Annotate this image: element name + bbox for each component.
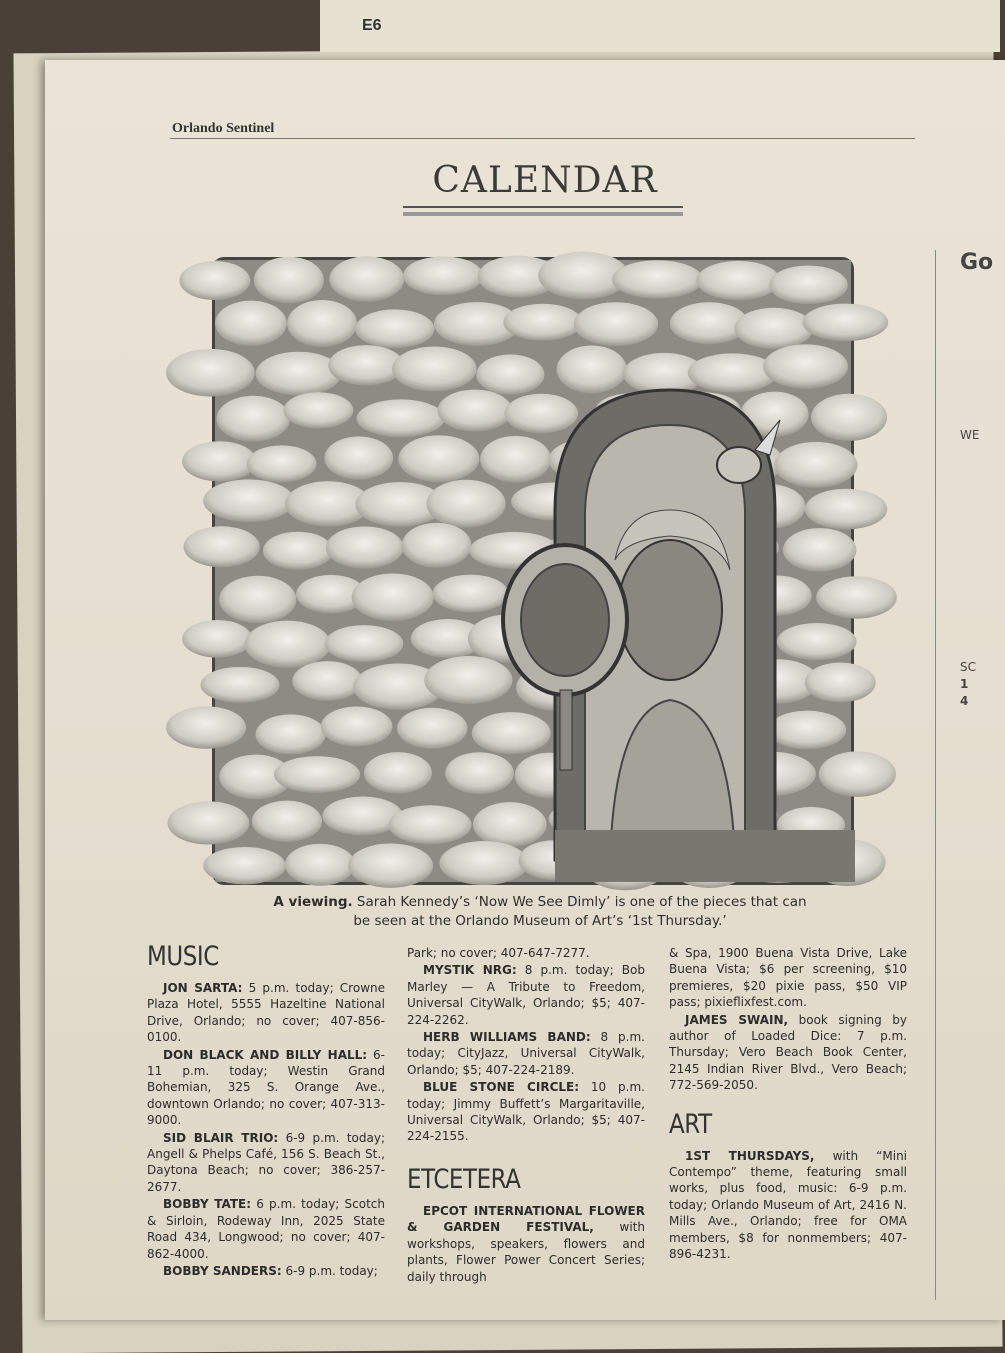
column-3 xyxy=(669,945,907,1264)
cloud xyxy=(476,354,544,394)
cloud xyxy=(183,526,259,567)
fragment-text: Go xyxy=(960,250,994,275)
top-sheet-edge xyxy=(320,0,1000,52)
cloud xyxy=(352,573,434,621)
cloud xyxy=(802,304,888,342)
entry-text: 8 p.m. today; CityJazz, Universal CityWalk, Orlando; $5; 407-224-2189. xyxy=(407,1030,645,1077)
art-entries xyxy=(669,1148,907,1263)
entry-name: MYSTIK NRG: xyxy=(423,963,517,978)
entry-text: 10 p.m. today; Jimmy Buffett’s Margaritaville, Universal CityWalk, Orlando; $5; 407-224-2155. xyxy=(407,1080,645,1144)
section-title: CALENDAR xyxy=(432,160,658,201)
woman-face xyxy=(618,540,722,680)
title-rule-thick xyxy=(403,212,683,216)
cloud xyxy=(480,436,551,483)
adjacent-page-strip xyxy=(935,240,994,1303)
cloud xyxy=(433,575,509,613)
entry-name: BLUE STONE CIRCLE: xyxy=(423,1080,580,1095)
entry-text: 5 p.m. today; Crowne Plaza Hotel, 5555 Hazeltine National Drive, Orlando; no cover; 407-856-0100. xyxy=(147,981,385,1045)
cloud xyxy=(326,526,404,568)
cloud xyxy=(364,752,432,793)
cloud xyxy=(557,345,627,393)
fragment-text: 1 xyxy=(960,677,969,691)
cloud xyxy=(805,662,876,702)
cloud xyxy=(473,802,547,847)
etcetera-entries xyxy=(407,1203,645,1285)
cloud xyxy=(398,435,479,482)
fragment-text: WE xyxy=(960,428,980,442)
column-2 xyxy=(407,945,645,1286)
caption-lead: A viewing. xyxy=(273,894,353,910)
cloud xyxy=(263,532,333,570)
cloud xyxy=(426,480,505,528)
caption-text: Sarah Kennedy’s ‘Now We See Dimly’ is one of the pieces that can be seen at the Orlando Museum of Art’s ‘1st Thursday.’ xyxy=(353,894,807,929)
cloud xyxy=(777,623,857,660)
masthead: Orlando Sentinel xyxy=(172,121,275,136)
cloud xyxy=(328,345,404,385)
entry-name: EPCOT INTERNATIONAL FLOWER & GARDEN FESTIVAL, xyxy=(407,1203,645,1235)
cloud xyxy=(216,396,290,442)
cloud xyxy=(203,847,286,884)
cloud xyxy=(424,656,512,704)
entry-text: with “Mini Contempo” theme, featuring small works, plus food, music: 6-9 p.m. today; Orlando Museum of Art, 2416 N. Mills Ave., Orlando; free for OMA members, $8 for nonmembers; 407-896-4231. xyxy=(669,1148,908,1262)
cloud xyxy=(255,714,325,754)
column-rule xyxy=(935,250,936,1300)
cloud xyxy=(355,309,434,348)
cloud xyxy=(816,576,897,618)
cloud xyxy=(287,300,357,347)
art-heading: ART xyxy=(669,1108,712,1140)
cloud xyxy=(292,661,362,701)
entry-name: BOBBY SANDERS: xyxy=(163,1263,282,1278)
painting-svg xyxy=(215,260,851,882)
cloud xyxy=(215,301,287,346)
cloud xyxy=(254,257,324,304)
cloud xyxy=(403,256,483,295)
cloud xyxy=(182,620,252,658)
title-rule xyxy=(403,206,683,208)
list-item xyxy=(407,1079,645,1145)
cloud xyxy=(245,621,331,668)
cloud xyxy=(252,801,322,842)
music-entries xyxy=(147,980,385,1279)
entry-name: JAMES SWAIN, xyxy=(685,1012,789,1027)
cloud xyxy=(283,392,353,428)
cloud xyxy=(768,711,846,750)
mirror-handle xyxy=(560,690,572,770)
list-item xyxy=(147,1196,385,1262)
cloud xyxy=(182,441,256,481)
entry-text: 8 p.m. today; Bob Marley — A Tribute to Freedom, Universal CityWalk, Orlando; $5; 407-224-2262. xyxy=(407,963,645,1027)
cloud xyxy=(819,751,896,796)
cloud xyxy=(179,261,250,300)
cloud xyxy=(247,445,317,482)
list-item xyxy=(669,1012,907,1094)
cloud xyxy=(503,304,582,341)
list-item xyxy=(407,1029,645,1078)
cloud xyxy=(763,344,848,388)
cloud xyxy=(783,528,857,572)
etcetera-entries-2 xyxy=(669,1012,907,1094)
etcetera-heading: ETCETERA xyxy=(407,1163,521,1195)
entry-text: 6-9 p.m. today; xyxy=(281,1263,378,1278)
entry-name: BOBBY TATE: xyxy=(163,1197,252,1212)
list-item xyxy=(669,1148,907,1263)
cloud xyxy=(166,349,255,397)
cloud xyxy=(166,706,246,748)
cloud xyxy=(256,352,342,396)
cloud xyxy=(325,625,404,662)
cloud xyxy=(774,442,857,488)
fragment-text: SC xyxy=(960,660,976,674)
list-item xyxy=(147,1263,385,1279)
cloud xyxy=(274,756,360,793)
cloud xyxy=(445,752,514,794)
cloud xyxy=(168,801,250,844)
list-item xyxy=(407,1203,645,1285)
cloud xyxy=(439,841,528,885)
cloud xyxy=(285,844,355,886)
cloud xyxy=(402,523,471,568)
cloud xyxy=(203,479,294,522)
cloud xyxy=(612,260,703,298)
entry-text: 6-9 p.m. today; Angell & Phelps Café, 156 S. Beach St., Daytona Beach; no cover; 386-257-2677. xyxy=(147,1130,385,1194)
music-entries-2 xyxy=(407,962,645,1144)
list-item xyxy=(407,962,645,1028)
photo-caption xyxy=(270,893,810,931)
list-item: & Spa, 1900 Buena Vista Drive, Lake Buena Vista; $6 per screening, $10 premieres, $20 pixie pass, $50 VIP pass; pixieflixfest.com. xyxy=(669,946,907,1010)
list-item: Park; no cover; 407-647-7277. xyxy=(407,946,590,960)
masthead-rule xyxy=(170,138,915,139)
cloud xyxy=(805,489,887,530)
cloud xyxy=(219,576,296,623)
entry-name: HERB WILLIAMS BAND: xyxy=(423,1030,591,1045)
cloud xyxy=(397,708,467,749)
entry-name: JON SARTA: xyxy=(163,981,243,995)
painting-image xyxy=(212,257,854,885)
cloud xyxy=(348,843,433,887)
window-sill xyxy=(555,830,855,882)
cloud xyxy=(769,265,848,304)
entry-name: 1ST THURSDAYS, xyxy=(685,1148,815,1163)
mirror-glass xyxy=(521,564,609,676)
cloud xyxy=(438,390,513,432)
cloud xyxy=(392,347,476,392)
cloud xyxy=(389,805,472,844)
cloud xyxy=(734,308,813,349)
entry-name: DON BLACK AND BILLY HALL: xyxy=(163,1047,368,1062)
cloud xyxy=(574,302,658,346)
cloud xyxy=(357,399,445,437)
entry-text: book signing by author of Loaded Dice: 7 p.m. Thursday; Vero Beach Book Center, 2145 Indian River Blvd., Vero Beach; 772-569-2050. xyxy=(669,1012,907,1093)
list-item xyxy=(147,1047,385,1129)
entry-name: SID BLAIR TRIO: xyxy=(163,1130,279,1145)
cloud xyxy=(201,667,280,703)
cloud xyxy=(696,261,780,300)
entry-text: 6-11 p.m. today; Westin Grand Bohemian, 325 S. Orange Ave., downtown Orlando; no cover; 407-313-9000. xyxy=(147,1047,385,1128)
cloud xyxy=(321,706,393,746)
cloud xyxy=(329,256,404,301)
cloud xyxy=(472,712,551,754)
bird xyxy=(717,447,761,483)
music-heading: MUSIC xyxy=(147,941,219,972)
column-1 xyxy=(147,940,385,1280)
cloud xyxy=(688,353,778,392)
cloud xyxy=(811,394,887,441)
edge-page-number: E6 xyxy=(362,17,382,34)
list-item xyxy=(147,980,385,1046)
entry-text: 6 p.m. today; Scotch & Sirloin, Rodeway Inn, 2025 State Road 434, Longwood; no cover; 407-862-4000. xyxy=(147,1197,385,1261)
entry-text: with workshops, speakers, flowers and plants, Flower Power Concert Series; daily through xyxy=(407,1220,645,1284)
cloud xyxy=(505,394,579,434)
cloud xyxy=(324,436,393,479)
list-item xyxy=(147,1130,385,1196)
fragment-text: 4 xyxy=(960,694,969,708)
